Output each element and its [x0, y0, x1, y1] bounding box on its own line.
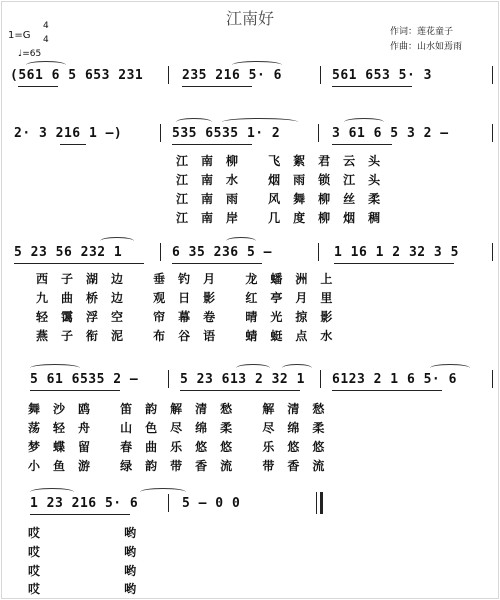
- beam-underline: [332, 390, 442, 391]
- lyric-line-1: 舞沙鸥 笛韵解清愁 解清愁: [28, 402, 338, 416]
- bar-line: [160, 243, 161, 261]
- beam-underline: [30, 514, 130, 515]
- final-bar-line: [320, 492, 323, 514]
- measure-3-2: 6 35 236 5 –: [172, 245, 272, 260]
- bar-line: [320, 370, 321, 388]
- slur: [232, 61, 282, 69]
- lyric-line-3: 轻霭浮空 帘幕卷 晴光掠影: [36, 310, 346, 324]
- measure-4-1: 5 61 6535 2 –: [30, 372, 139, 387]
- bar-line: [168, 494, 169, 512]
- beam-underline: [180, 390, 300, 391]
- slur: [176, 118, 212, 126]
- lyric-line-2: 荡轻舟 山色尽绵柔 尽绵柔: [28, 421, 338, 435]
- beam-underline: [60, 144, 86, 145]
- slur: [140, 488, 186, 496]
- lyric-line-1: 江南柳 飞絮君云头: [176, 154, 394, 168]
- bar-line: [318, 243, 319, 261]
- bar-line: [316, 492, 317, 514]
- measure-2-3: 3 61 6 5 3 2 –: [332, 126, 449, 141]
- key-label: 1=G: [8, 30, 31, 41]
- measure-5-2: 5 – 0 0: [182, 496, 241, 511]
- lyric-line-4: 燕子衔泥 布谷语 蜻蜓点水: [36, 329, 346, 343]
- lyric-line-1: 哎 哟: [28, 526, 177, 540]
- measure-1-2: 235 216 5· 6: [182, 68, 282, 83]
- lyric-line-3: 江南雨 风舞柳丝柔: [176, 192, 394, 206]
- bar-line: [318, 124, 319, 142]
- bar-line: [492, 243, 493, 261]
- lyricist-credit: 作词：莲花童子: [390, 27, 454, 37]
- bar-line: [160, 124, 161, 142]
- measure-3-1: 5 23 56 232 1: [14, 245, 123, 260]
- time-bottom: 4: [43, 35, 49, 45]
- measure-4-3: 6123 2 1 6 5· 6: [332, 372, 457, 387]
- time-top: 4: [43, 21, 49, 31]
- measure-5-1: 1 23 216 5· 6: [30, 496, 139, 511]
- slur: [430, 364, 470, 372]
- measure-1-3: 561 653 5· 3: [332, 68, 432, 83]
- beam-underline: [172, 263, 262, 264]
- slur: [100, 237, 134, 245]
- slur: [282, 364, 312, 372]
- lyric-line-1: 西子湖边 垂钓月 龙蟠洲上: [36, 272, 346, 286]
- bar-line: [492, 370, 493, 388]
- lyric-line-4: 小鱼游 绿韵带香流 带香流: [28, 459, 338, 473]
- beam-underline: [172, 144, 252, 145]
- bar-line: [168, 66, 169, 84]
- bar-line: [168, 370, 169, 388]
- slur: [236, 364, 270, 372]
- bar-line: [492, 66, 493, 84]
- bar-line: [320, 66, 321, 84]
- song-title: 江南好: [225, 9, 274, 28]
- slur: [222, 118, 298, 126]
- lyric-line-4: 江南岸 几度柳烟稠: [176, 211, 394, 225]
- slur: [344, 118, 384, 126]
- measure-1-1: (561 6 5 653 231: [10, 68, 144, 83]
- beam-underline: [334, 263, 454, 264]
- tempo-marking: ♩=65: [18, 49, 42, 59]
- lyric-line-4: 哎 哟: [28, 582, 177, 596]
- measure-2-1: 2· 3 216 1 –): [14, 126, 123, 141]
- lyric-line-3: 哎 哟: [28, 564, 177, 578]
- lyric-line-2: 哎 哟: [28, 545, 177, 559]
- lyric-line-2: 江南水 烟雨锁江头: [176, 173, 394, 187]
- slur: [30, 488, 74, 496]
- beam-underline: [332, 86, 412, 87]
- slur: [30, 364, 80, 372]
- lyric-line-3: 梦蝶留 春曲乐悠悠 乐悠悠: [28, 440, 338, 454]
- beam-underline: [332, 144, 392, 145]
- key-signature: [8, 21, 49, 45]
- beam-underline: [182, 86, 252, 87]
- measure-2-2: 535 6535 1· 2: [172, 126, 281, 141]
- beam-underline: [30, 390, 120, 391]
- composer-credit: 作曲：山水如焉雨: [390, 42, 463, 52]
- measure-3-3: 1 16 1 2 32 3 5: [334, 245, 459, 260]
- slur: [226, 237, 256, 245]
- measure-4-2: 5 23 613 2 32 1: [180, 372, 305, 387]
- lyric-line-2: 九曲桥边 观日影 红亭月里: [36, 291, 346, 305]
- beam-underline: [14, 263, 144, 264]
- beam-underline: [18, 86, 58, 87]
- bar-line: [492, 124, 493, 142]
- slur: [26, 61, 66, 69]
